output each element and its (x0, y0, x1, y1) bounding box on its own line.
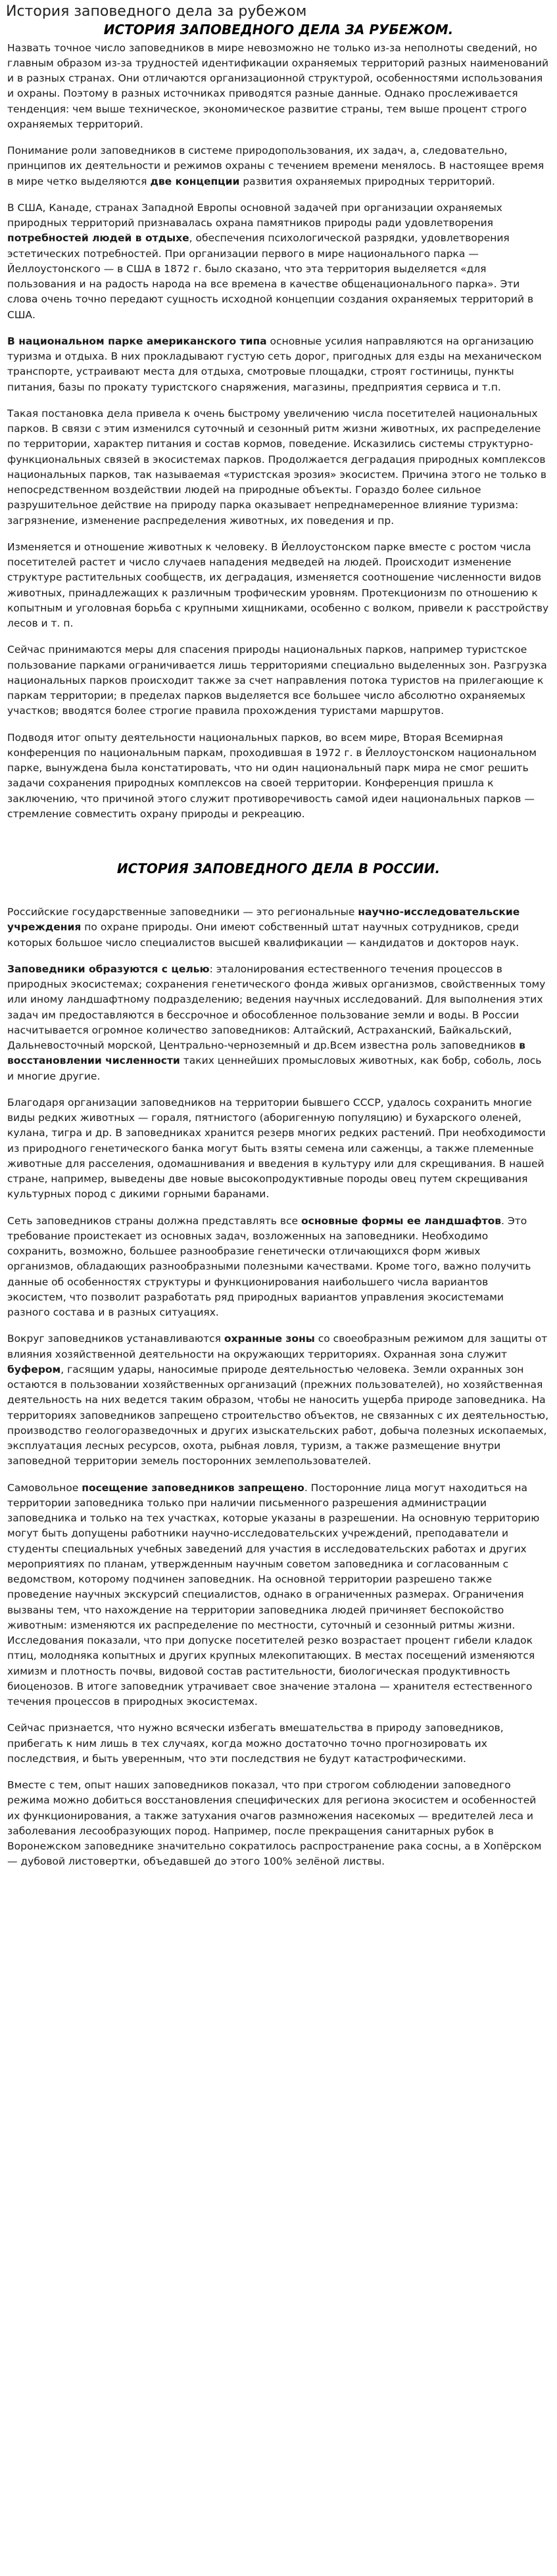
text-run: Такая постановка дела привела к очень быстрому увеличению числа посетителей национальных парков. В связи с этим изменился суточный и сезонный ритм жизни животных, их распределение по территории, характер питания и состав кормов, поведение. Исказились системы структурно-функциональных связей в экосистемах парков. Продолжается деградация природных комплексов национальных парков, так называемая «туристская эрозия» экосистем. Причина этого не только в непосредственном воздействии людей на природные объекты. Гораздо более сильное разрушительное действие на природу парка оказывает непреднамеренное влияние туризма: загрязнение, изменение распределения животных, их поведения и пр. (7, 407, 546, 527)
bold-text: охранные зоны (224, 1333, 315, 1345)
bold-text: В национальном парке американского типа (7, 335, 267, 347)
section-heading-foreign: ИСТОРИЯ ЗАПОВЕДНОГО ДЕЛА ЗА РУБЕЖОМ. (103, 21, 454, 37)
section-foreign-history (0, 21, 557, 823)
section-body-russia (0, 905, 557, 1870)
text-run: Подводя итог опыту деятельности национальных парков, во всем мире, Вторая Всемирная конференция по национальным паркам, проходившая в 1972 г. в Йеллоустонском национальном парке, вынуждена была констатировать, что ни один национальный парк мира не смог решить задачи сохранения природных комплексов на своей территории. Конференция пришла к заключению, что причиной этого служит противоречивость самой идеи национальных парков — стремление совместить охрану природы и рекреацию. (7, 731, 537, 820)
text-run: Понимание роли заповедников в системе природопользования, их задач, а, следовательно, принципов их деятельности и режимов охраны с течением времени менялось. В настоящее время в мире четко выделяются (7, 145, 545, 187)
text-run: Российские государственные заповедники — это региональные (7, 906, 358, 918)
bold-text: потребностей людей в отдыхе (7, 232, 189, 245)
paragraph (7, 1214, 549, 1321)
text-run: Вокруг заповедников устанавливаются (7, 1333, 224, 1345)
text-run: Сеть заповедников страны должна представлять все (7, 1214, 301, 1227)
bold-text: Заповедники образуются с целью (7, 963, 210, 975)
bold-text: посещение заповедников запрещено (82, 1481, 304, 1494)
text-run: по охране природы. Они имеют собственный штат научных сотрудников, среди которых большое число специалистов высшей квалификации — кандидатов и докторов наук. (7, 921, 520, 949)
bold-text: две концепции (150, 175, 240, 187)
text-run: Изменяется и отношение животных к человеку. В Йеллоустонском парке вместе с ростом числа посетителей растет и число случаев нападения медведей на людей. Происходит изменение структуре растительных сообществ, их деградация, изменяется соотношение численности видов животных, принадлежащих к различным трофическим уровням. Протекционизм по отношению к копытным и уголовная борьба с крупными хищниками, особенно с волком, привели к расстройству лесов и т. п. (7, 540, 549, 629)
section-russia-history (0, 860, 557, 1870)
text-run: : эталонирования естественного течения процессов в природных экосистемах; сохранения генетического фонда живых организмов, свойственных тому или иному ландшафтному подразделению; ведения научных исследований. Для выполнения этих задач им предоставляются в бессрочное и обособленное пользование земли и воды. В России насчитывается огромное количество заповедников: Алтайский, Астраханский, Байкальский, Дальневосточный морской, Центрально-черноземный и др.Всем известна роль заповедников (7, 963, 546, 1051)
paragraph (7, 1095, 549, 1203)
paragraph (7, 201, 549, 323)
paragraph (7, 540, 549, 632)
text-run: Благодаря организации заповедников на территории бывшего СССР, удалось сохранить многие виды редких животных — гораля, пятнистого (аборигенную популяцию) и бухарского оленей, кулана, тигра и др. В заповедниках хранится резерв многих редких растений. При необходимости из природного генетического банка могут быть взяты семена или саженцы, а также племенные животные для расселения, одомашнивания и введения в культуру или для скрещивания. В нашей стране, например, выведены две новые высокопродуктивные породы овец путем скрещивания культурных пород с дикими горными баранами. (7, 1096, 546, 1201)
bold-text: научно-исследовательские учреждения (7, 906, 520, 934)
paragraph (7, 1778, 549, 1870)
text-run: основные усилия направляются на организацию туризма и отдыха. В них прокладывают густую сеть дорог, пригодных для езды на механическом транспорте, устраивают места для отдыха, смотровые площадки, строят гостиницы, пункты питания, базы по прокату туристского снаряжения, магазины, предприятия сервиса и т.п. (7, 335, 542, 393)
bold-text: буфером (7, 1363, 61, 1375)
text-run: развития охраняемых природных территорий. (239, 175, 495, 187)
text-run: Вместе с тем, опыт наших заповедников показал, что при строгом соблюдении заповедного режима можно добиться восстановления специфических для региона экосистем и особенностей их функционирования, а также затухания очагов размножения насекомых — вредителей леса и заболевания лесообразующих пород. Например, после прекращения санитарных рубок в Воронежском заповеднике значительно сократилось распространение рака сосны, а в Хопёрском — дубовой листовертки, объедавшей до этого 100% зелёной листвы. (7, 1779, 542, 1868)
paragraph (7, 1721, 549, 1767)
text-run: Самовольное (7, 1481, 82, 1494)
text-run: В США, Канаде, странах Западной Европы основной задачей при организации охраняемых природных территорий признавалась охрана памятников природы ради удовлетворения (7, 201, 502, 229)
paragraph (7, 730, 549, 823)
text-run: . Посторонние лица могут находиться на территории заповедника только при наличии письменного разрешения администрации заповедника и только на тех участках, которые указаны в разрешении. На основную территорию могут быть допущены работники научно-исследовательских учреждений, преподаватели и студенты специальных учебных заведений для участия в исследовательских работах и других мероприятиях по планам, утвержденным научным советом заповедника и согласованным с ведомством, которому подчинен заповедник. На основной территории разрешено также проведение научных экскурсий специалистов, однако в ограниченных размерах. Ограничения вызваны тем, что нахождение на территории заповедника людей причиняет беспокойство животным: изменяются их распределение по местности, суточный и сезонный ритмы жизни. Исследования показали, что при допуске посетителей резко возрастает процент гибели кладок птиц, молодняка копытных и других крупных млекопитающих. В местах посещений изменяются химизм и плотность почвы, видовой состав растительности, биологическая продуктивность биоценозов. В итоге заповедник утрачивает свое значение эталона — хранителя естественного течения процессов в природных экосистемах. (7, 1481, 540, 1707)
text-run: , обеспечения психологической разрядки, удовлетворения эстетических потребностей. При организации первого в мире национального парка — Йеллоустонского — в США в 1872 г. было сказано, что эта территория выделяется «для пользования и на радость народа на все времена в качестве общенационального парка». Эти слова очень точно передают сущность исходной концепции создания охраняемых территорий в США. (7, 232, 534, 321)
text-run: . Это требование проистекает из основных задач, возложенных на заповедники. Необходимо сохранить, возможно, большее разнообразие генетически отличающихся форм живых организмов, обладающих разнообразными полезными качествами. Кроме того, важно получить данные об особенностях структуры и функционирования наибольшего числа вариантов экосистем, что позволит разработать ряд природных вариантов управления экосистемами разного состава и в разных ситуациях. (7, 1214, 531, 1318)
paragraph (7, 334, 549, 395)
paragraph (7, 41, 549, 133)
paragraph (7, 962, 549, 1084)
text-run: Сейчас принимаются меры для спасения природы национальных парков, например туристское пользование парками ограничивается лишь территориями специально выделенных зон. Разгрузка национальных парков происходит также за счет направления потока туристов на прилегающие к паркам территории; в пределах парков выделяется все большее число абсолютно охраняемых участков; вводятся более строгие правила прохождения туристами маршрутов. (7, 644, 547, 717)
paragraph (7, 642, 549, 719)
text-run: Сейчас признается, что нужно всячески избегать вмешательства в природу заповедников, прибегать к ним лишь в тех случаях, когда можно достаточно точно прогнозировать их последствия, и быть уверенным, что эти последствия не будут катастрофическими. (7, 1722, 504, 1765)
paragraph (7, 905, 549, 951)
paragraph (7, 143, 549, 189)
paragraph (7, 1331, 549, 1469)
bold-text: основные формы ее ландшафтов (301, 1214, 502, 1227)
text-run: таких ценнейших промысловых животных, как бобр, соболь, лось и многие другие. (7, 1055, 542, 1082)
section-body-foreign (0, 41, 557, 823)
paragraph (7, 406, 549, 529)
text-run: , гасящим удары, наносимые природе деятельностью человека. Земли охранных зон остаются в пользовании хозяйственных организаций (прежних пользователей), но хозяйственная деятельность на них ведется таким образом, чтобы не наносить ущерба природе заповедника. На территориях заповедников запрещено строительство объектов, не связанных с их деятельностью, производство геологоразведочных и других изыскательских работ, добыча полезных ископаемых, эксплуатация лесных ресурсов, охота, рыбная ловля, туризм, а также размещение внутри заповедной территории земель посторонних землепользователей. (7, 1363, 549, 1467)
paragraph (7, 1481, 549, 1710)
page-title: История заповедного дела за рубежом (6, 3, 307, 20)
section-heading-russia: ИСТОРИЯ ЗАПОВЕДНОГО ДЕЛА В РОССИИ. (116, 861, 441, 876)
text-run: со своеобразным режимом для защиты от влияния хозяйственной деятельности на окружающих территориях. Охранная зона служит (7, 1333, 548, 1360)
text-run: Назвать точное число заповедников в мире невозможно не только из-за неполноты сведений, но главным образом из-за трудностей идентификации охраняемых территорий разных наименований и в разных странах. Они отличаются организационной структурой, особенностями использования и охраны. Поэтому в разных источниках приводятся разные данные. Однако прослеживается тенденция: чем выше техническое, экономическое развитие страны, тем выше процент строго охраняемых территорий. (7, 41, 549, 130)
bold-text: в восстановлении численности (7, 1039, 525, 1067)
